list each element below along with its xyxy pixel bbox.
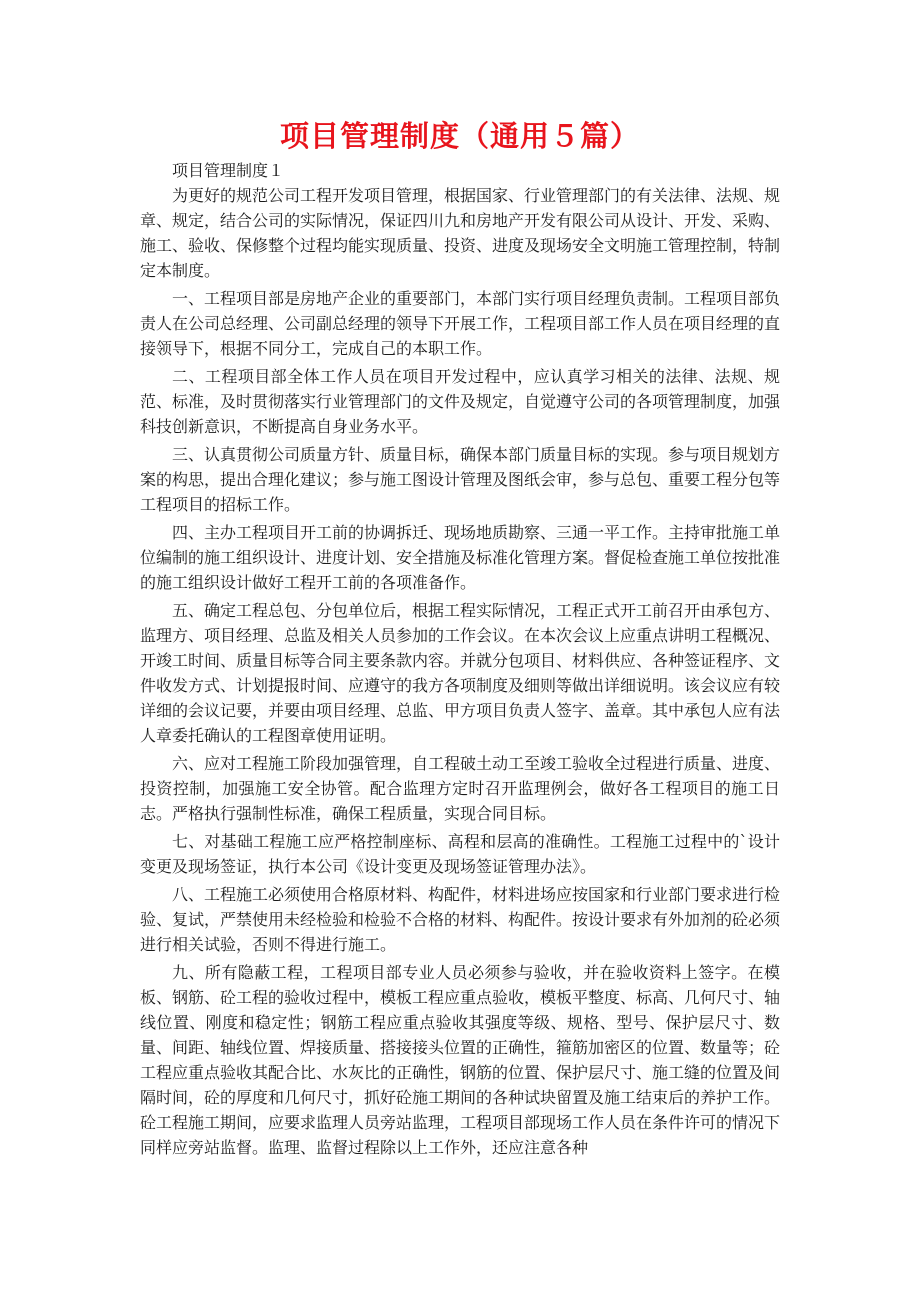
paragraph-9: 九、所有隐蔽工程，工程项目部专业人员必须参与验收，并在验收资料上签字。在模板、钢筋、砼工程的验收过程中，模板工程应重点验收，模板平整度、标高、几何尺寸、轴线位置、刚度和稳定性；钢筋工程应重点验收其强度等级、规格、型号、保护层尺寸、数量、间距、轴线位置、焊接质量、搭接接头位置的正确性，箍筋加密区的位置、数量等；砼工程应重点验收其配合比、水灰比的正确性，钢筋的位置、保护层尺寸、施工缝的位置及间隔时间，砼的厚度和几何尺寸，抓好砼施工期间的各种试块留置及施工结束后的养护工作。砼工程施工期间，应要求监理人员旁站监理，工程项目部现场工作人员在条件许可的情况下同样应旁站监督。监理、监督过程除以上工作外，还应注意各种 xyxy=(140,963,781,1157)
section-subtitle: 项目管理制度１ xyxy=(172,161,285,180)
paragraph-1: 一、工程项目部是房地产企业的重要部门，本部门实行项目经理负责制。工程项目部负责人在公司总经理、公司副总经理的领导下开展工作，工程项目部工作人员在项目经理的直接领导下，根据不同分工，完成自己的本职工作。 xyxy=(140,289,781,358)
paragraph-4: 四、主办工程项目开工前的协调拆迁、现场地质勘察、三通一平工作。主持审批施工单位编制的施工组织设计、进度计划、安全措施及标准化管理方案。督促检查施工单位按批准的施工组织设计做好工程开工前的各项准备作。 xyxy=(140,523,781,592)
paragraph-intro: 为更好的规范公司工程开发项目管理，根据国家、行业管理部门的有关法律、法规、规章、规定，结合公司的实际情况，保证四川九和房地产开发有限公司从设计、开发、采购、施工、验收、保修整个过程均能实现质量、投资、进度及现场安全文明施工管理控制，特制定本制度。 xyxy=(140,186,781,280)
document-title: 项目管理制度（通用５篇） xyxy=(279,119,640,153)
paragraph-5: 五、确定工程总包、分包单位后，根据工程实际情况，工程正式开工前召开由承包方、监理方、项目经理、总监及相关人员参加的工作会议。在本次会议上应重点讲明工程概况、开竣工时间、质量目标等合同主要条款内容。并就分包项目、材料供应、各种签证程序、文件收发方式、计划提报时间、应遵守的我方各项制度及细则等做出详细说明。该会议应有较详细的会议记要，并要由项目经理、总监、甲方项目负责人签字、盖章。其中承包人应有法人章委托确认的工程图章使用证明。 xyxy=(140,601,781,745)
paragraph-6: 六、应对工程施工阶段加强管理，自工程破土动工至竣工验收全过程进行质量、进度、投资控制，加强施工安全协管。配合监理方定时召开监理例会，做好各工程项目的施工日志。严格执行强制性标准，确保工程质量，实现合同目标。 xyxy=(140,754,781,823)
paragraph-2: 二、工程项目部全体工作人员在项目开发过程中，应认真学习相关的法律、法规、规范、标准，及时贯彻落实行业管理部门的文件及规定，自觉遵守公司的各项管理制度，加强科技创新意识，不断提高自身业务水平。 xyxy=(140,367,781,436)
paragraph-8: 八、工程施工必须使用合格原材料、构配件，材料进场应按国家和行业部门要求进行检验、复试，严禁使用未经检验和检验不合格的材料、构配件。按设计要求有外加剂的砼必须进行相关试验，否则不得进行施工。 xyxy=(140,885,781,954)
document-page xyxy=(140,116,780,1163)
paragraph-7: 七、对基础工程施工应严格控制座标、高程和层高的准确性。工程施工过程中的`设计变更及现场签证，执行本公司《设计变更及现场签证管理办法》。 xyxy=(140,832,780,876)
paragraph-3: 三、认真贯彻公司质量方针、质量目标，确保本部门质量目标的实现。参与项目规划方案的构思，提出合理化建议；参与施工图设计管理及图纸会审，参与总包、重要工程分包等工程项目的招标工作。 xyxy=(140,445,781,514)
